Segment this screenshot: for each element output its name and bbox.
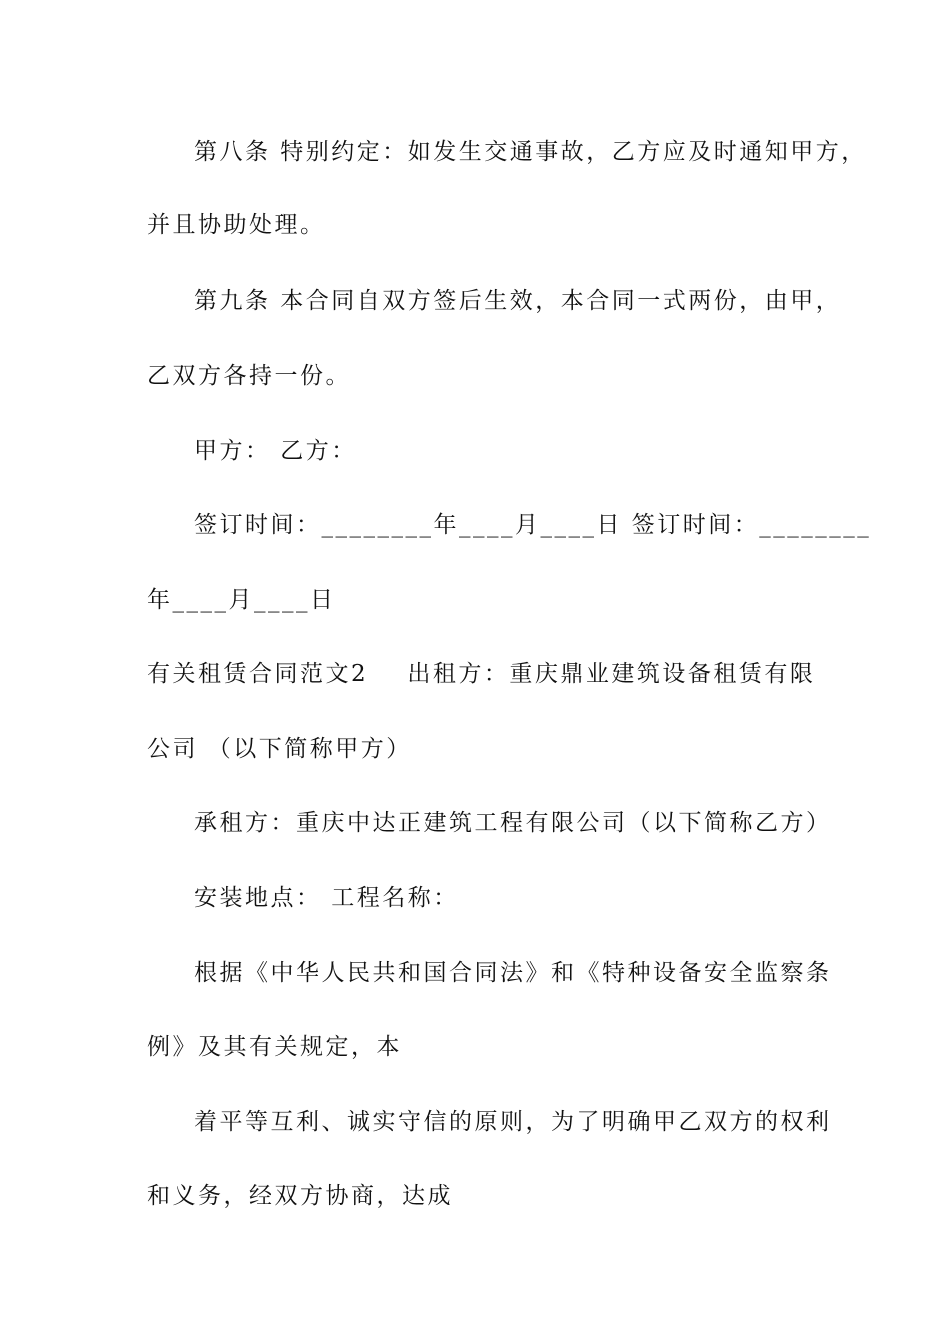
lessor-continued: 公司 （以下简称甲方） bbox=[147, 736, 412, 762]
principle-line-1: 着平等互利、诚实守信的原则，为了明确甲乙双方的权利 bbox=[194, 1109, 832, 1135]
contract-2-heading: 有关租赁合同范文2 出租方：重庆鼎业建筑设备租赁有限 bbox=[147, 661, 816, 687]
party-labels: 甲方： 乙方： bbox=[194, 438, 357, 464]
article-8-line-1: 第八条 特别约定：如发生交通事故，乙方应及时通知甲方， bbox=[194, 139, 867, 165]
legal-basis-line-2: 例》及其有关规定，本 bbox=[147, 1034, 402, 1060]
article-9-line-1: 第九条 本合同自双方签后生效，本合同一式两份，由甲， bbox=[194, 288, 842, 314]
lessee-line: 承租方：重庆中达正建筑工程有限公司（以下简称乙方） bbox=[194, 810, 832, 836]
signing-date-line-2: 年____月____日 bbox=[147, 587, 336, 613]
signing-date-line-1: 签订时间：________年____月____日 签订时间：________ bbox=[194, 512, 872, 538]
site-project-line: 安装地点： 工程名称： bbox=[194, 885, 459, 911]
article-9-line-2: 乙双方各持一份。 bbox=[147, 363, 351, 389]
legal-basis-line-1: 根据《中华人民共和国合同法》和《特种设备安全监察条 bbox=[194, 960, 832, 986]
principle-line-2: 和义务，经双方协商，达成 bbox=[147, 1183, 453, 1209]
article-8-line-2: 并且协助处理。 bbox=[147, 212, 326, 238]
